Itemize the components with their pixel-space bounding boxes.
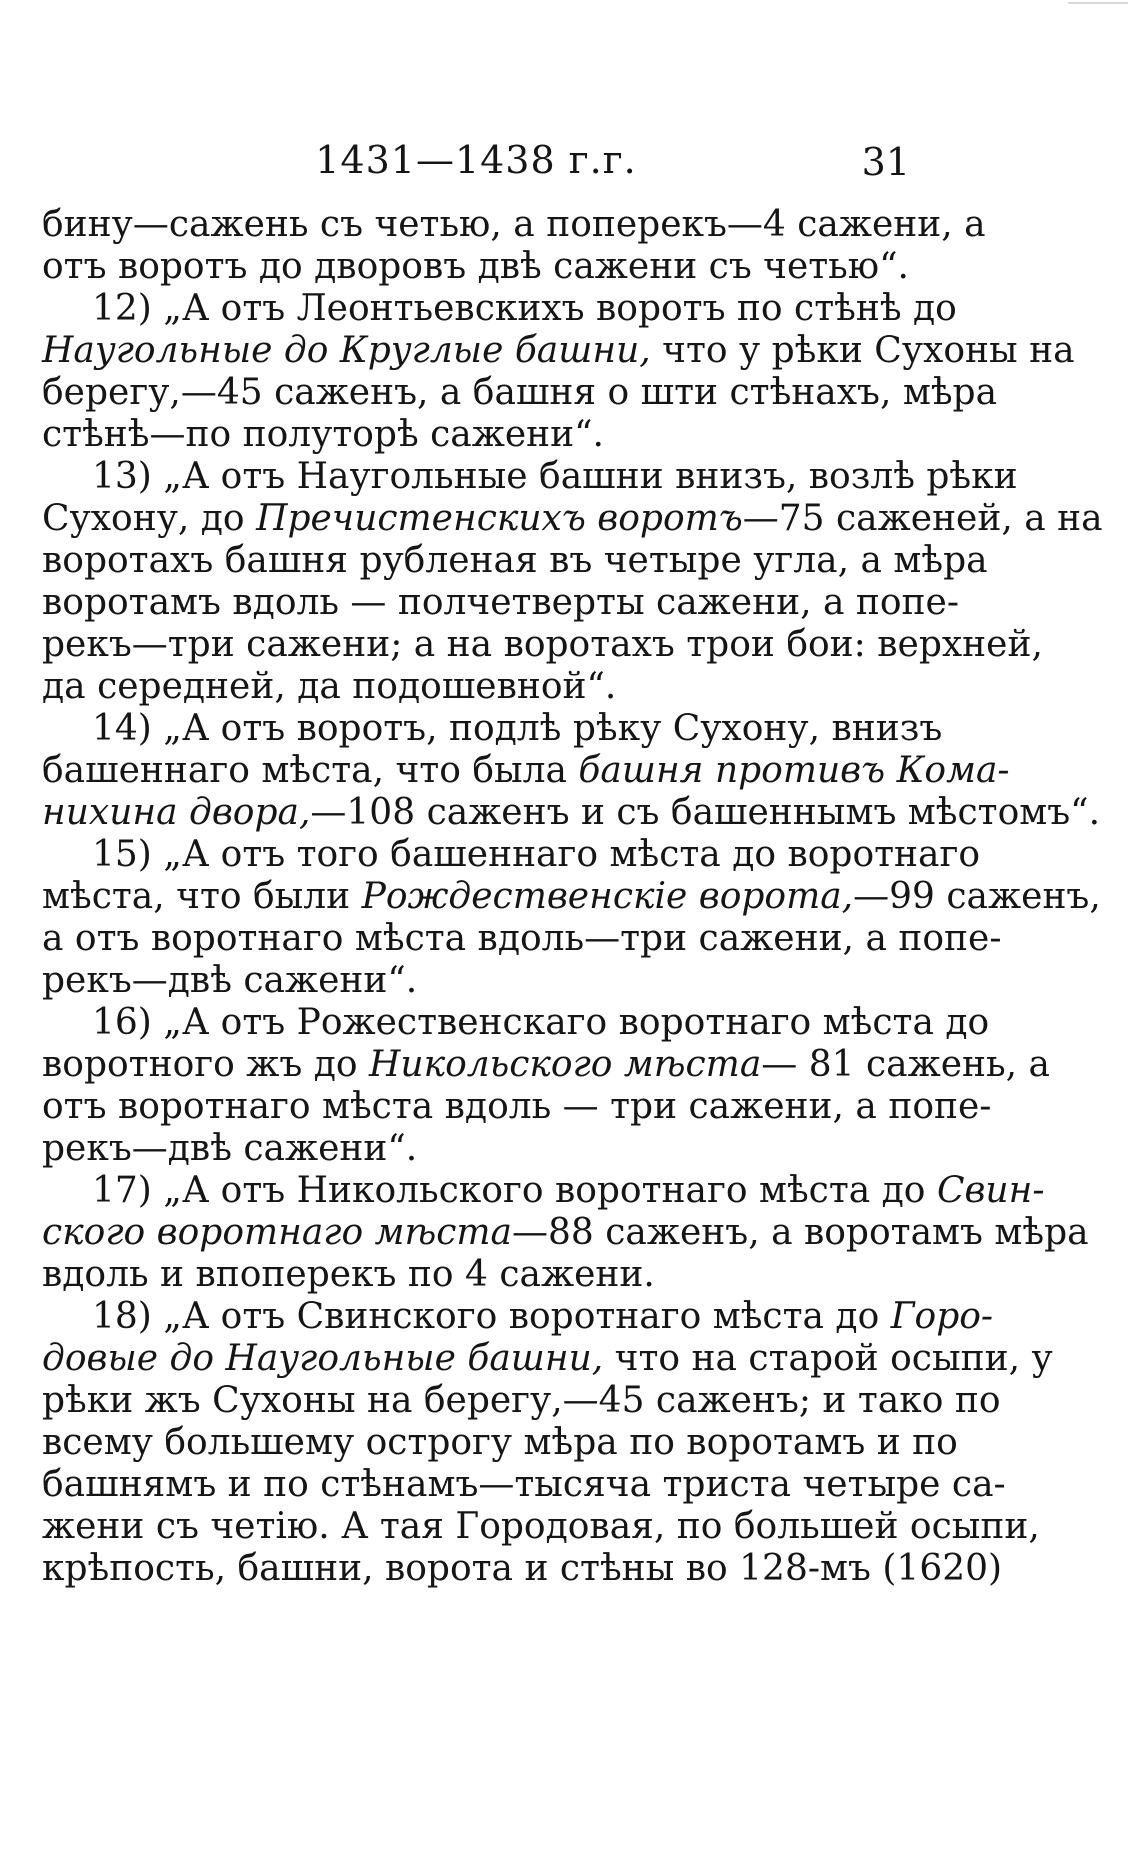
text-line	[42, 1002, 990, 1044]
text-run: —99 саженъ,	[853, 876, 1101, 917]
text-run: рекъ—три сажени; а на воротахъ трои бои: верхней,	[42, 624, 1043, 665]
text-run: —75 саженей, а на	[742, 498, 1103, 539]
text-run: —88 саженъ, а воротамъ мѣра	[512, 1212, 1089, 1253]
text-line	[42, 414, 910, 456]
text-line	[42, 792, 1101, 834]
text-line	[42, 1044, 1050, 1086]
text-line	[42, 834, 981, 876]
running-head: 1431—1438 г.г.	[315, 138, 637, 182]
body-text	[42, 204, 1103, 1590]
text-line	[42, 1380, 1001, 1422]
text-line	[42, 372, 998, 414]
text-run: жени съ четію. А тая Городовая, по большей осыпи,	[42, 1506, 1040, 1547]
text-run: —108 саженъ и съ башеннымъ мѣстомъ“.	[310, 792, 1101, 833]
italic-run: Горо-	[890, 1296, 994, 1337]
text-line	[42, 1464, 1006, 1506]
text-run: да середней, да подошевной“.	[42, 666, 617, 707]
text-run: 16) „А отъ Рожественскаго воротнаго мѣста до	[92, 1002, 990, 1043]
italic-run: Пречистенскихъ воротъ	[256, 498, 743, 539]
scan-edge-mark	[1068, 2, 1128, 4]
text-line	[42, 1170, 1045, 1212]
text-run: мѣста, что были	[42, 876, 362, 917]
text-line	[42, 1422, 958, 1464]
text-run: 15) „А отъ того башеннаго мѣста до воротнаго	[92, 834, 981, 875]
text-line	[42, 498, 1103, 540]
text-run: стѣнѣ—по полуторѣ сажени“.	[42, 414, 604, 455]
text-line	[42, 624, 1043, 666]
text-run: воротамъ вдоль — полчетверты сажени, а попе-	[42, 582, 959, 623]
text-run: рекъ—двѣ сажени“.	[42, 1128, 418, 1169]
italic-run: Рождественскіе ворота,	[361, 876, 854, 917]
text-run: крѣпость, башни, ворота и стѣны во 128-мъ (1620)	[42, 1548, 1003, 1589]
text-line	[42, 582, 959, 624]
text-run: берегу,—45 саженъ, а башня о шти стѣнахъ, мѣра	[42, 372, 998, 413]
text-line	[42, 960, 910, 1002]
text-run: всему большему острогу мѣра по воротамъ и по	[42, 1422, 958, 1463]
text-line	[42, 1548, 1003, 1590]
text-run: бину—сажень съ четью, а поперекъ—4 сажени, а	[42, 204, 986, 245]
text-line	[42, 708, 943, 750]
text-line	[42, 1296, 994, 1338]
italic-run: нихина двора,	[42, 792, 311, 833]
text-run: 14) „А отъ воротъ, подлѣ рѣку Сухону, внизъ	[92, 708, 943, 749]
page-number: 31	[861, 140, 910, 184]
text-run: 13) „А отъ Наугольные башни внизъ, возлѣ рѣки	[92, 456, 1018, 497]
text-run: отъ воротъ до дворовъ двѣ сажени съ четью“.	[42, 246, 909, 287]
italic-run: Свин-	[936, 1170, 1045, 1211]
text-line	[42, 456, 1018, 498]
text-run: отъ воротнаго мѣста вдоль — три сажени, а попе-	[42, 1086, 992, 1127]
text-run: вдоль и впоперекъ по 4 сажени.	[42, 1254, 655, 1295]
text-run: рекъ—двѣ сажени“.	[42, 960, 418, 1001]
italic-run: ского воротнаго мѣста	[42, 1212, 512, 1253]
text-line	[42, 1506, 1040, 1548]
text-line	[42, 540, 988, 582]
text-line	[42, 1128, 910, 1170]
text-line	[42, 204, 986, 246]
text-run: 12) „А отъ Леонтьевскихъ воротъ по стѣнѣ до	[92, 288, 957, 329]
text-line	[42, 1338, 1053, 1380]
text-line	[42, 666, 910, 708]
text-line	[42, 246, 910, 288]
text-run: что у рѣки Сухоны на	[650, 330, 1075, 371]
text-run: Сухону, до	[42, 498, 257, 539]
text-run: башнямъ и по стѣнамъ—тысяча триста четыре са-	[42, 1464, 1006, 1505]
text-run: — 81 сажень, а	[761, 1044, 1050, 1085]
text-run: 18) „А отъ Свинского воротнаго мѣста до	[92, 1296, 891, 1337]
text-line	[42, 750, 1010, 792]
italic-run: Никольского мѣста	[368, 1044, 762, 1085]
text-line	[42, 1254, 910, 1296]
italic-run: Наугольные до Круглые башни,	[42, 330, 651, 371]
text-run: 17) „А отъ Никольского воротнаго мѣста до	[92, 1170, 937, 1211]
italic-run: башня противъ Кома-	[578, 750, 1010, 791]
text-line	[42, 918, 1002, 960]
text-line	[42, 1086, 992, 1128]
text-line	[42, 288, 957, 330]
text-run: воротного жъ до	[42, 1044, 369, 1085]
text-run: воротахъ башня рубленая въ четыре угла, а мѣра	[42, 540, 988, 581]
text-line	[42, 330, 1075, 372]
text-line	[42, 876, 1101, 918]
text-run: рѣки жъ Сухоны на берегу,—45 саженъ; и тако по	[42, 1380, 1001, 1421]
italic-run: довые до Наугольные башни,	[42, 1338, 604, 1379]
text-run: башеннаго мѣста, что была	[42, 750, 579, 791]
text-run: а отъ воротнаго мѣста вдоль—три сажени, а попе-	[42, 918, 1002, 959]
text-run: что на старой осыпи, у	[603, 1338, 1053, 1379]
text-line	[42, 1212, 1089, 1254]
page-header	[42, 138, 910, 198]
